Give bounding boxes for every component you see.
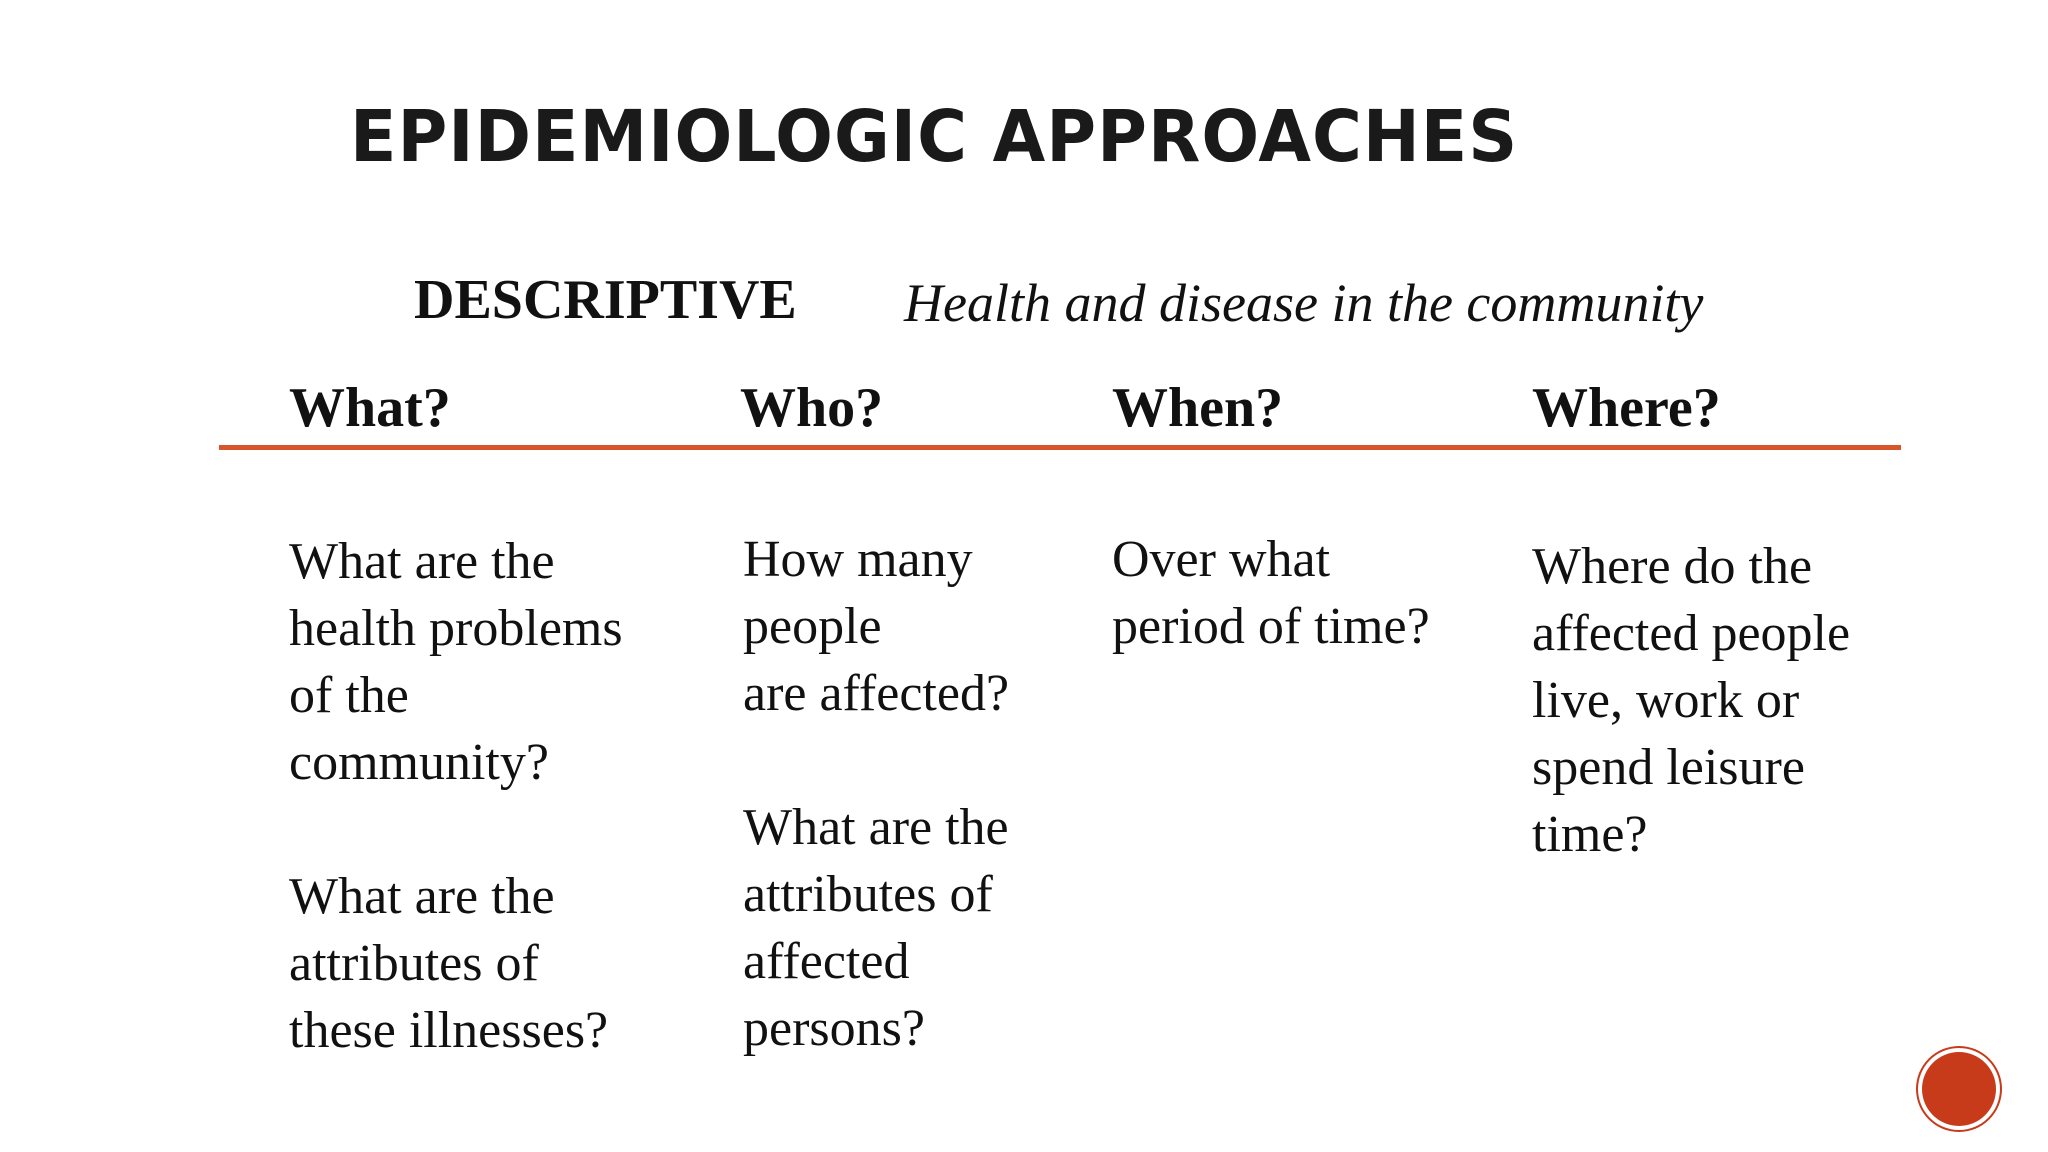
descriptive-label: DESCRIPTIVE — [414, 269, 797, 331]
column-where-body — [1532, 533, 1952, 868]
column-who-body — [743, 526, 1083, 1062]
column-heading-what: What? — [289, 377, 451, 439]
column-what-body — [289, 528, 709, 1064]
column-what-paragraph-1: What are the health problems of the community? — [289, 533, 623, 791]
descriptive-subtitle: Health and disease in the community — [904, 273, 1704, 333]
column-heading-who: Who? — [740, 377, 884, 439]
column-heading-where: Where? — [1532, 377, 1721, 439]
column-heading-when: When? — [1112, 377, 1284, 439]
column-when-paragraph-1: Over what period of time? — [1112, 531, 1430, 655]
column-who-paragraph-1: How many people are affected? — [743, 531, 1010, 722]
header-divider — [219, 445, 1901, 450]
column-when-body — [1112, 526, 1492, 660]
slide-title: EPIDEMIOLOGIC APPROACHES — [350, 96, 1519, 179]
column-what-paragraph-2: What are the attributes of these illnesses? — [289, 868, 609, 1059]
column-where-paragraph-1: Where do the affected people live, work or spend leisure time? — [1532, 538, 1851, 863]
column-who-paragraph-2: What are the attributes of affected persons? — [743, 799, 1009, 1057]
slide-nav-button[interactable] — [1922, 1052, 1996, 1126]
